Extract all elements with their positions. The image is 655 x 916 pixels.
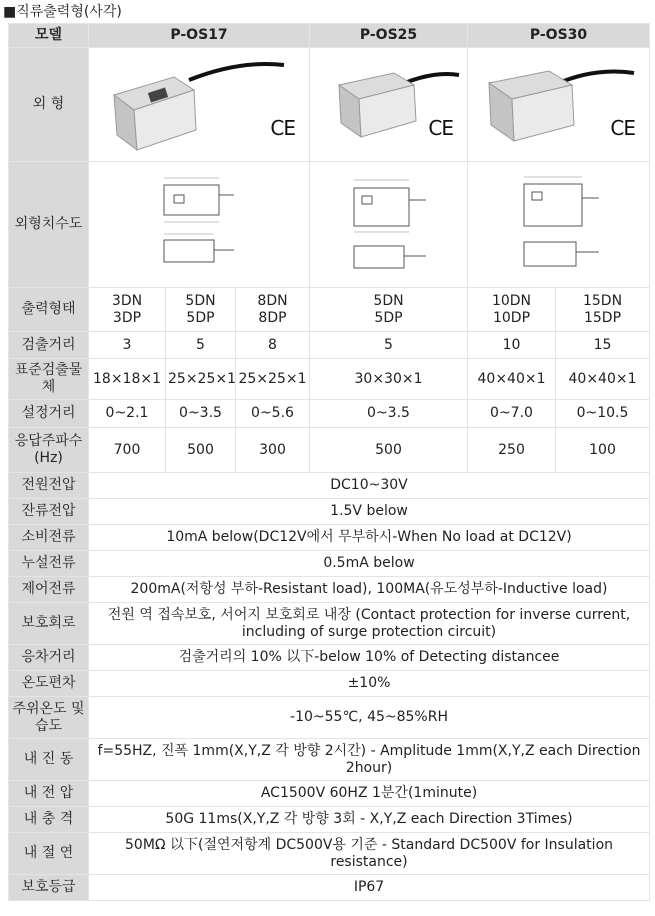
object-cell: 40×40×1: [468, 359, 556, 400]
response-cell: 500: [166, 428, 236, 473]
photo-p-os30: [468, 48, 650, 162]
distance-cell: 5: [166, 332, 236, 359]
appearance-label: 외 형: [9, 48, 89, 162]
insulation-value: 50MΩ 以下(절연저항계 DC500V용 기준 - Standard DC500V for Insulation resistance): [89, 833, 650, 875]
distance-cell: 5: [310, 332, 468, 359]
vibration-label: 내 진 동: [9, 739, 89, 781]
response-cell: 700: [89, 428, 166, 473]
shock-label: 내 충 격: [9, 807, 89, 833]
output-cell: 5DN 5DP: [310, 288, 468, 332]
temp-dev-label: 온도편차: [9, 671, 89, 697]
leakage-row: [9, 551, 650, 577]
response-cell: 250: [468, 428, 556, 473]
consumption-row: [9, 525, 650, 551]
dimension-drawing-icon: [334, 170, 444, 280]
ce-mark: CE: [270, 115, 295, 140]
object-cell: 25×25×1: [166, 359, 236, 400]
object-cell: 18×18×1: [89, 359, 166, 400]
dimensions-label: 외형치수도: [9, 162, 89, 288]
shock-row: [9, 807, 650, 833]
object-cell: 30×30×1: [310, 359, 468, 400]
output-cell: 3DN 3DP: [89, 288, 166, 332]
temp-dev-value: ±10%: [89, 671, 650, 697]
ce-mark: CE: [610, 115, 636, 140]
control-label: 제어전류: [9, 577, 89, 603]
ip-row: [9, 875, 650, 901]
response-cell: 300: [236, 428, 310, 473]
spec-table: [8, 23, 650, 901]
drawing-p-os25: [310, 162, 468, 288]
ip-label: 보호등급: [9, 875, 89, 901]
hysteresis-label: 응차거리: [9, 645, 89, 671]
output-label: 출력형태: [9, 288, 89, 332]
ambient-row: [9, 697, 650, 739]
sensor-photo-icon: [314, 55, 464, 155]
distance-cell: 15: [556, 332, 650, 359]
standard-object-label: 표준검출물체: [9, 359, 89, 400]
model-header: 모델: [9, 24, 89, 48]
output-row: [9, 288, 650, 332]
dimension-drawing-icon: [504, 170, 614, 280]
voltage-value: DC10~30V: [89, 473, 650, 499]
distance-cell: 8: [236, 332, 310, 359]
insulation-label: 내 절 연: [9, 833, 89, 875]
voltage-label: 전원전압: [9, 473, 89, 499]
residual-value: 1.5V below: [89, 499, 650, 525]
sensor-photo-icon: [99, 55, 299, 155]
withstand-value: AC1500V 60HZ 1분간(1minute): [89, 781, 650, 807]
set-distance-label: 설정거리: [9, 400, 89, 428]
header-row: [9, 24, 650, 48]
control-value: 200mA(저항성 부하-Resistant load), 100MA(유도성부하-Inductive load): [89, 577, 650, 603]
temp-dev-row: [9, 671, 650, 697]
set-distance-cell: 0~10.5: [556, 400, 650, 428]
output-cell: 8DN 8DP: [236, 288, 310, 332]
response-label: 응답주파수 (Hz): [9, 428, 89, 473]
model-p-os17: P-OS17: [89, 24, 310, 48]
ambient-value: -10~55℃, 45~85%RH: [89, 697, 650, 739]
leakage-label: 누설전류: [9, 551, 89, 577]
response-cell: 100: [556, 428, 650, 473]
object-row: [9, 359, 650, 400]
set-distance-row: [9, 400, 650, 428]
residual-row: [9, 499, 650, 525]
response-row: [9, 428, 650, 473]
object-cell: 40×40×1: [556, 359, 650, 400]
voltage-row: [9, 473, 650, 499]
sensor-photo-icon: [474, 55, 644, 155]
residual-label: 잔류전압: [9, 499, 89, 525]
response-cell: 500: [310, 428, 468, 473]
distance-cell: 10: [468, 332, 556, 359]
output-cell: 10DN 10DP: [468, 288, 556, 332]
set-distance-cell: 0~5.6: [236, 400, 310, 428]
vibration-row: [9, 739, 650, 781]
section-title: ■직류출력형(사각): [3, 4, 122, 20]
photo-p-os17: [89, 48, 310, 162]
ip-value: IP67: [89, 875, 650, 901]
object-cell: 25×25×1: [236, 359, 310, 400]
output-cell: 15DN 15DP: [556, 288, 650, 332]
ambient-label: 주위온도 및 습도: [9, 697, 89, 739]
consumption-label: 소비전류: [9, 525, 89, 551]
model-p-os30: P-OS30: [468, 24, 650, 48]
protection-row: [9, 603, 650, 645]
protection-value: 전원 역 접속보호, 서어지 보호회로 내장 (Contact protection for inverse current, including of surge protection circuit): [89, 603, 650, 645]
shock-value: 50G 11ms(X,Y,Z 각 방향 3회 - X,Y,Z each Direction 3Times): [89, 807, 650, 833]
set-distance-cell: 0~7.0: [468, 400, 556, 428]
hysteresis-row: [9, 645, 650, 671]
withstand-label: 내 전 압: [9, 781, 89, 807]
set-distance-cell: 0~3.5: [166, 400, 236, 428]
protection-label: 보호회로: [9, 603, 89, 645]
hysteresis-value: 검출거리의 10% 以下-below 10% of Detecting distancee: [89, 645, 650, 671]
insulation-row: [9, 833, 650, 875]
set-distance-cell: 0~2.1: [89, 400, 166, 428]
leakage-value: 0.5mA below: [89, 551, 650, 577]
vibration-value: f=55HZ, 진폭 1mm(X,Y,Z 각 방향 2시간) - Amplitude 1mm(X,Y,Z each Direction 2hour): [89, 739, 650, 781]
distance-row: [9, 332, 650, 359]
appearance-row: [9, 48, 650, 162]
withstand-row: [9, 781, 650, 807]
ce-mark: CE: [428, 115, 453, 140]
dimension-row: [9, 162, 650, 288]
dimension-drawing-icon: [144, 170, 254, 280]
photo-p-os25: [310, 48, 468, 162]
output-cell: 5DN 5DP: [166, 288, 236, 332]
control-row: [9, 577, 650, 603]
model-p-os25: P-OS25: [310, 24, 468, 48]
drawing-p-os30: [468, 162, 650, 288]
drawing-p-os17: [89, 162, 310, 288]
distance-label: 검출거리: [9, 332, 89, 359]
set-distance-cell: 0~3.5: [310, 400, 468, 428]
consumption-value: 10mA below(DC12V에서 무부하시-When No load at DC12V): [89, 525, 650, 551]
distance-cell: 3: [89, 332, 166, 359]
